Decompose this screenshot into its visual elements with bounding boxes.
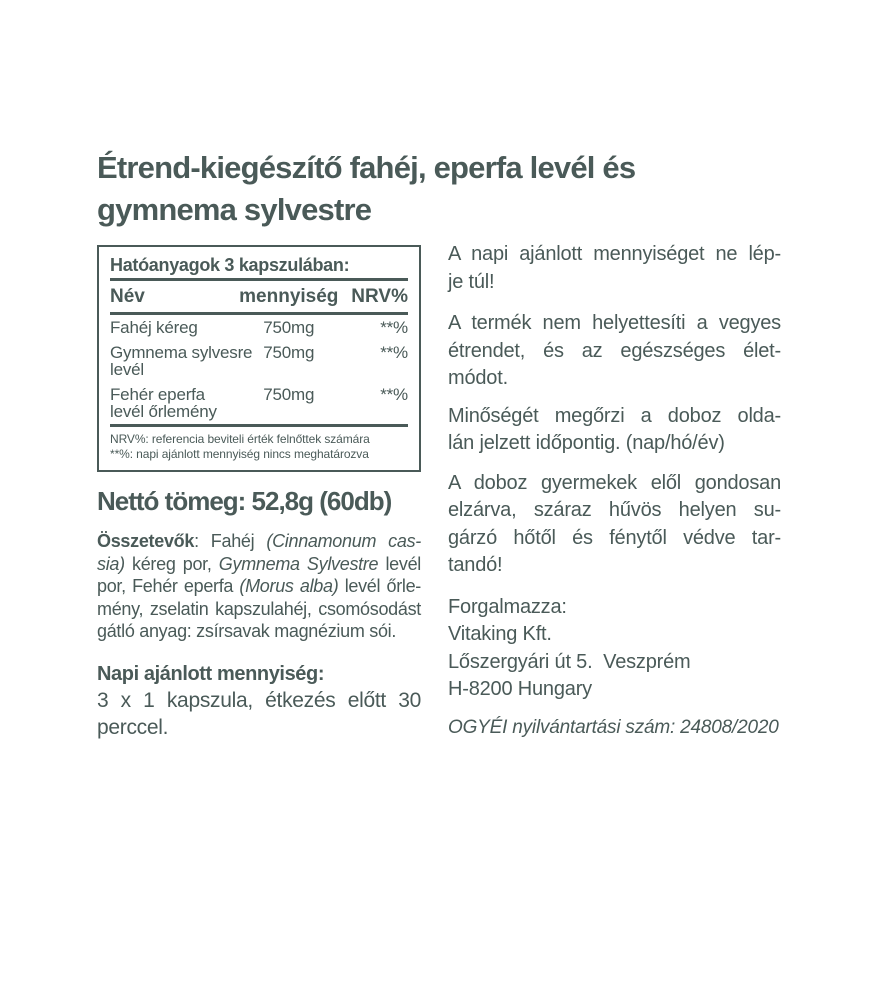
ingredients-line (97, 598, 421, 621)
left-column (97, 245, 421, 742)
daily-dose-section (97, 661, 421, 742)
daily-dose-line: perccel. (97, 716, 169, 739)
row-name-line: Gymnema sylvesre (110, 343, 253, 362)
ingredients-line (97, 530, 421, 553)
text-segment: mény, zselatin kapszulahéj, csomósodást (97, 598, 421, 619)
warning-paragraph (448, 310, 781, 393)
text-segment: : Fahéj (194, 531, 267, 551)
page-title-line: gymnema sylvestre (97, 192, 372, 227)
net-weight: Nettó tömeg: 52,8g (60db) (97, 486, 392, 516)
warning-line: étrendet, és az egészséges élet- (448, 339, 781, 362)
page-title-line: Étrend-kiegészítő fahéj, eperfa levél és (97, 150, 636, 185)
distributor-block (448, 594, 781, 704)
warning-paragraphs (448, 241, 781, 580)
warning-line: A termék nem helyettesíti a vegyes (448, 312, 781, 334)
text-segment: kéreg por, (124, 553, 219, 574)
distributor-lines (448, 621, 781, 704)
row-nrv-cell: **% (380, 385, 408, 404)
warning-line: elzárva, száraz hűvös helyen su- (448, 499, 781, 521)
ingredients-paragraph (97, 530, 421, 643)
warning-paragraph (448, 241, 781, 296)
text-segment: sia) (97, 553, 125, 574)
table-row (110, 382, 408, 424)
row-name-cell (110, 319, 235, 336)
warning-line: módot. (448, 367, 508, 389)
row-name-line: Fahéj kéreg (110, 318, 198, 337)
text-segment: gátló anyag: zsírsavak magnézium sói. (97, 621, 397, 641)
table-footnote: NRV%: referencia beviteli érték felnőttek számára (110, 432, 370, 446)
right-column (448, 241, 781, 740)
text-segment: (Cinnamonum cas- (266, 531, 421, 551)
row-name-cell (110, 343, 253, 379)
warning-paragraph (448, 403, 781, 458)
ingredients-line (97, 553, 421, 576)
distributor-line: Lőszergyári út 5. Veszprém (448, 650, 691, 673)
warning-line: A doboz gyermekek elől gondosan (448, 471, 781, 494)
text-segment: Összetevők (97, 531, 195, 551)
distributor-line: Vitaking Kft. (448, 623, 552, 645)
page-title (97, 147, 817, 231)
facts-column-headers (110, 281, 408, 312)
supplement-facts-table (97, 245, 421, 472)
row-name-line: Fehér eperfa (110, 385, 205, 404)
row-name-line: levél őrlemény (110, 402, 217, 421)
row-amount-cell: 750mg (263, 343, 315, 362)
facts-footnotes (110, 427, 408, 462)
distributor-line: H-8200 Hungary (448, 678, 592, 700)
facts-table-title: Hatóanyagok 3 kapszulában: (110, 255, 350, 275)
table-row (110, 340, 408, 382)
table-row (110, 315, 408, 340)
text-segment: Gymnema Sylvestre (218, 553, 379, 574)
text-segment: (Morus alba) (239, 576, 339, 596)
warning-line: gárzó hőtől és fénytől védve tar- (448, 526, 781, 549)
facts-rows (110, 315, 408, 424)
warning-line: je túl! (448, 270, 495, 293)
distributor-label: Forgalmazza: (448, 595, 567, 618)
column-header-amount: mennyiség (239, 286, 339, 307)
row-name-cell (110, 386, 235, 420)
text-segment: levél őrle- (338, 576, 421, 596)
row-amount-cell: 750mg (263, 318, 315, 337)
warning-line: lán jelzett időpontig. (nap/hó/év) (448, 432, 725, 454)
column-header-name: Név (110, 286, 145, 307)
text-segment: levél (378, 553, 421, 574)
column-header-nrv: NRV% (351, 286, 408, 307)
daily-dose-text (97, 687, 421, 742)
warning-line: tandó! (448, 554, 503, 576)
registration-number: OGYÉI nyilvántartási szám: 24808/2020 (448, 716, 779, 738)
warning-line: A napi ajánlott mennyiséget ne lép- (448, 243, 781, 265)
ingredients-line (97, 620, 421, 643)
table-footnote: **%: napi ajánlott mennyiség nincs meghatározva (110, 447, 369, 461)
daily-dose-heading: Napi ajánlott mennyiség: (97, 662, 325, 685)
row-name-line: levél (110, 360, 144, 379)
row-nrv-cell: **% (380, 318, 408, 337)
text-segment: por, Fehér eperfa (97, 576, 240, 596)
daily-dose-line: 3 x 1 kapszula, étkezés előtt 30 (97, 688, 421, 712)
row-nrv-cell: **% (380, 343, 408, 362)
row-amount-cell: 750mg (263, 385, 315, 404)
ingredients-line (97, 575, 421, 598)
warning-paragraph (448, 470, 781, 580)
warning-line: Minőségét megőrzi a doboz olda- (448, 404, 781, 427)
